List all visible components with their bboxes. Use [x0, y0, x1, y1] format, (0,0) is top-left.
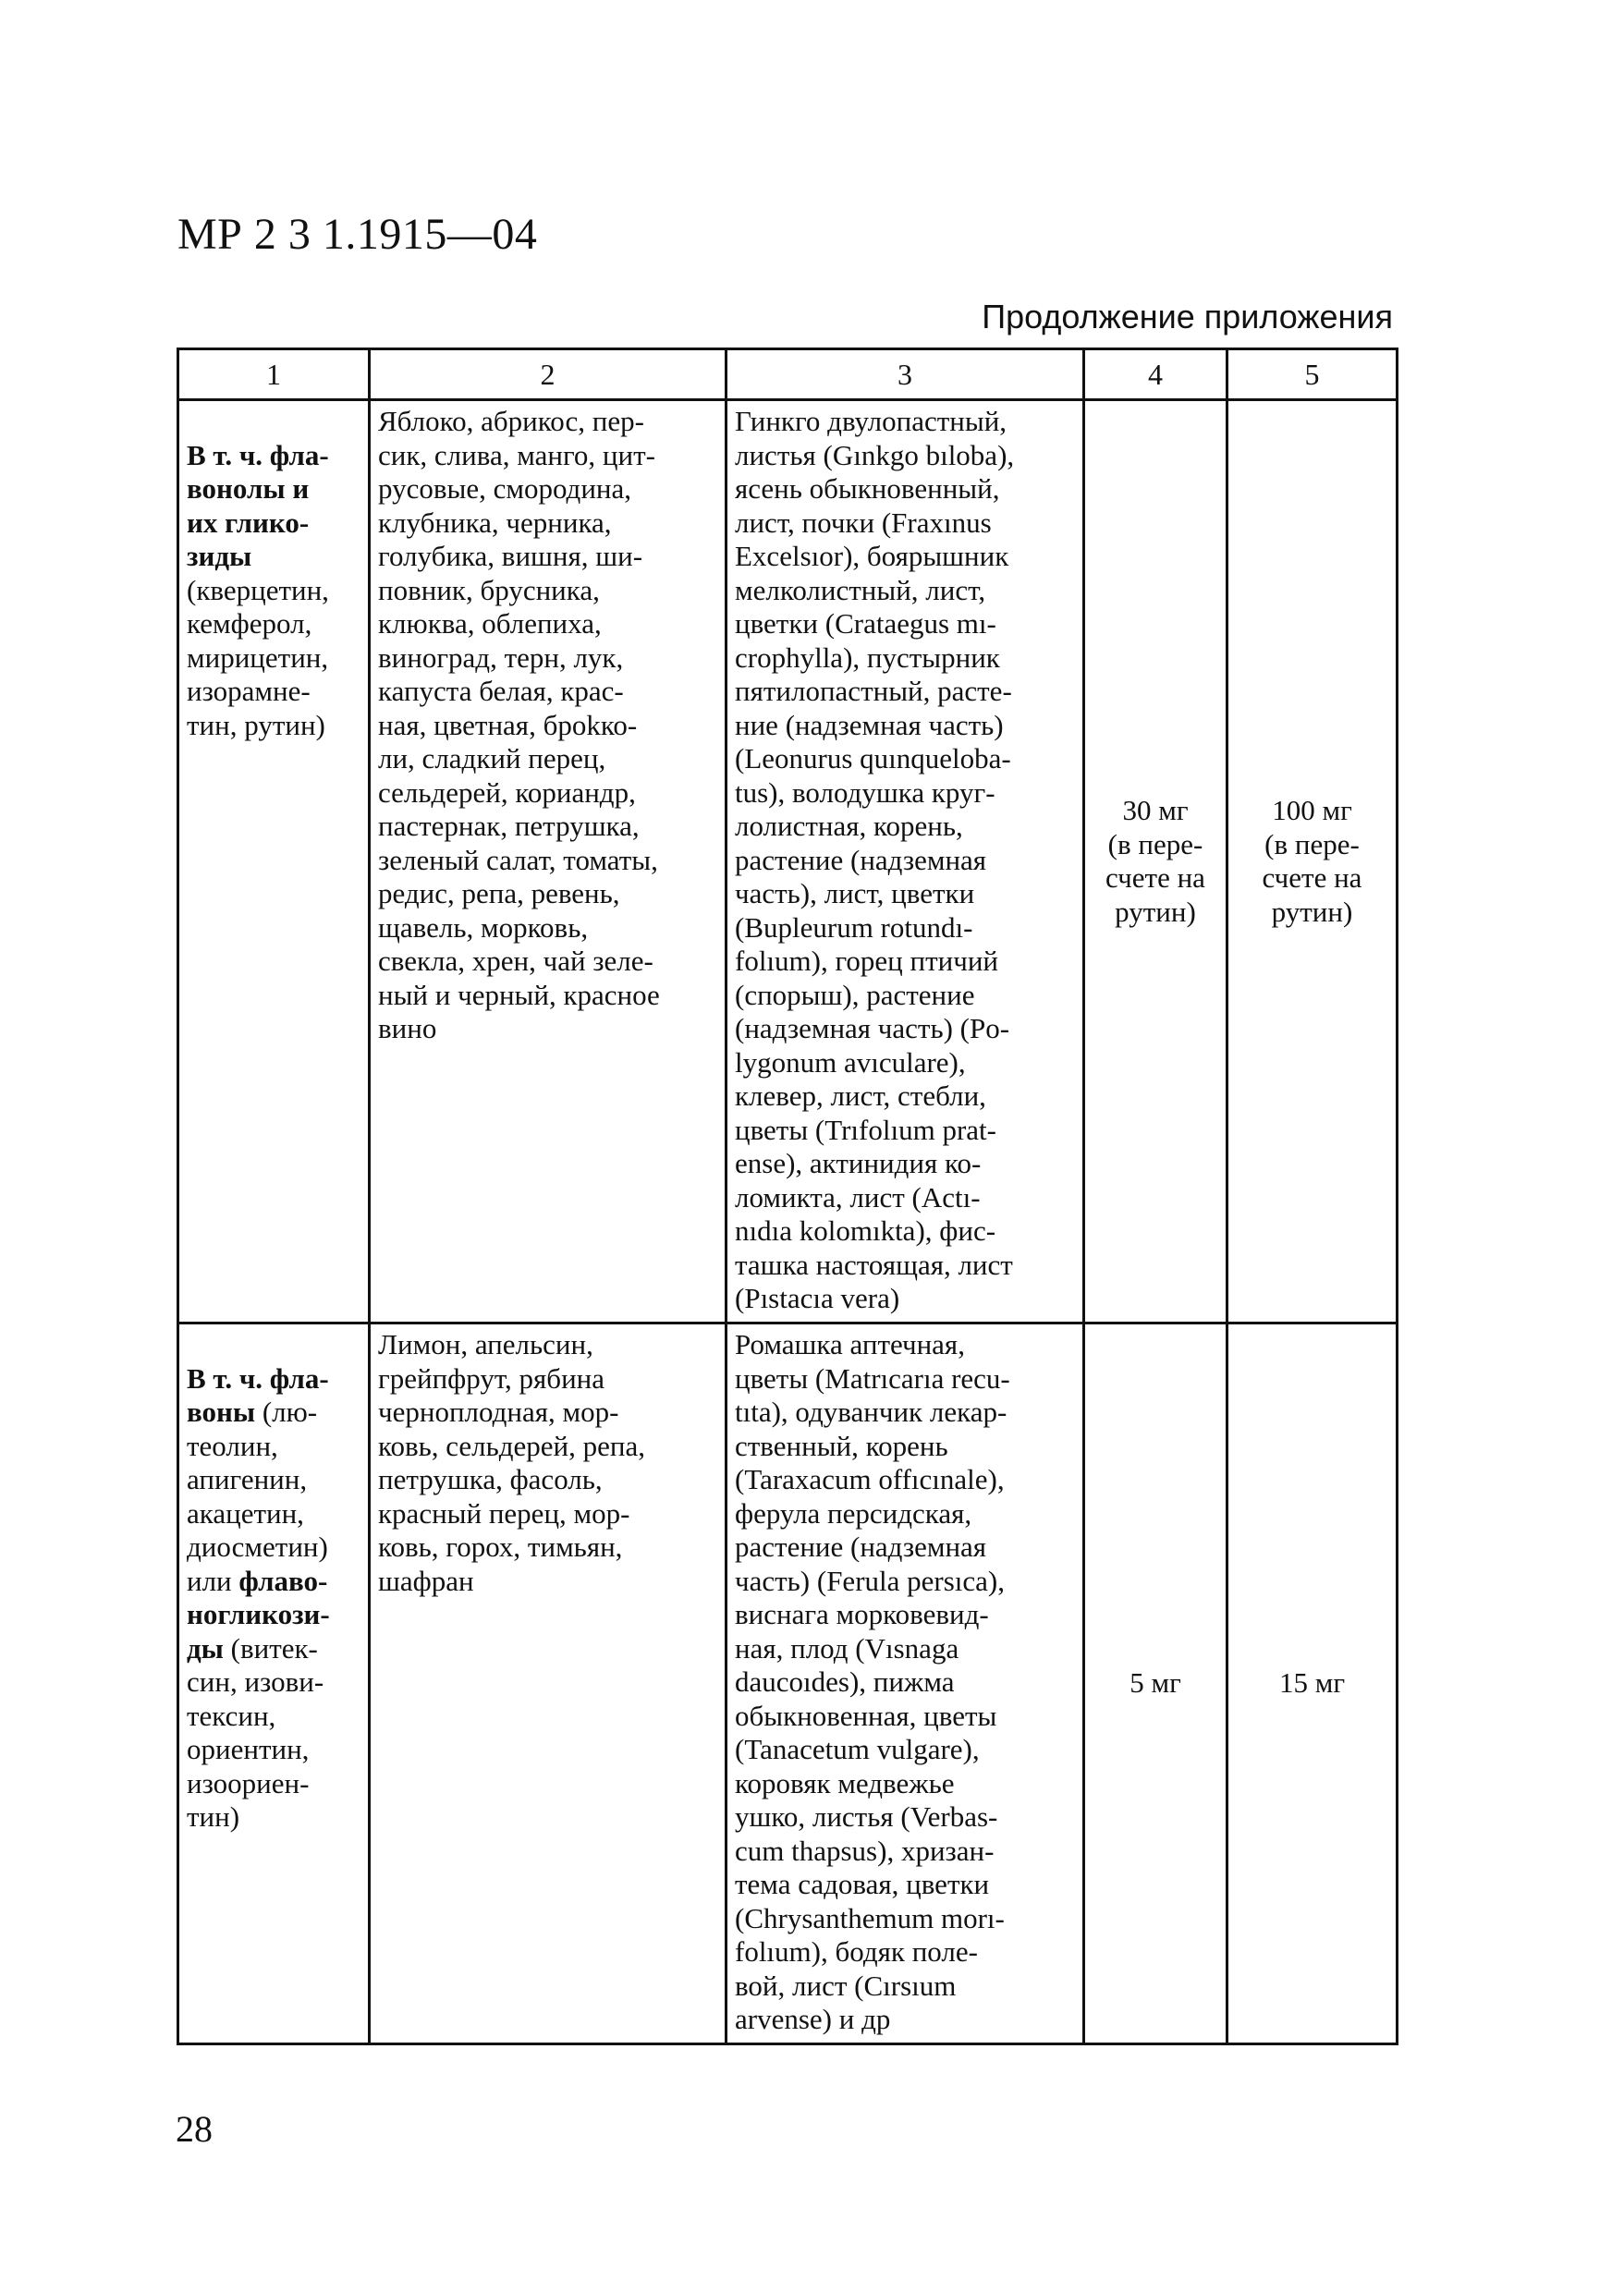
compound-group-members: (кверцетин, кемферол, мирицетин, изорамне- тин, рутин): [187, 573, 329, 741]
plant-sources-cell: Ромашка аптечная, цветы (Matrıcarıa recu- tıta), одуванчик лекар- ственный, корень (Taraxacum offıcınale), ферула персидская, растение (надземная часть) (Ferula persıca), виснага морковевид- ная, плод (Vısnaga daucoıdes), пижма обыкновенная, цветы (Tanacetum vulgare), коровяк медвежье ушко, листья (Verbas- cum thapsus), хризан- тема садовая, цветки (Chrysanthemum morı- folıum), бодяк поле- вой, лист (Cırsıum arvense) и др: [727, 1323, 1084, 2044]
column-header: 3: [727, 349, 1084, 400]
compound-subgroup-members: (витек- син, изови- тексин, ориентин, изоориен- тин): [187, 1631, 324, 1833]
document-code: МР 2 3 1.1915—04: [177, 210, 538, 259]
compound-group-cell: [178, 1323, 370, 2044]
food-sources-cell: Лимон, апельсин, грейпфрут, рябина черноплодная, мор- ковь, сельдерей, репа, петрушка, фасоль, красный перец, мор- ковь, горох, тимьян, шафран: [370, 1323, 727, 2044]
adequate-intake-cell: 30 мг (в пере- счете на рутин): [1084, 400, 1227, 1323]
table-header-row: [178, 349, 1398, 400]
compound-group-cell: [178, 400, 370, 1323]
column-header: 5: [1227, 349, 1398, 400]
column-header: 2: [370, 349, 727, 400]
appendix-table: [177, 348, 1398, 2045]
table-row: [178, 400, 1398, 1323]
column-header: 4: [1084, 349, 1227, 400]
compound-group-title: В т. ч. фла- воны: [187, 1361, 329, 1428]
table-row: [178, 1323, 1398, 2044]
compound-group-members: (лю- теолин, апигенин, акацетин, диосметин) или: [187, 1396, 328, 1597]
continuation-caption: Продолжение приложения: [982, 298, 1393, 335]
food-sources-cell: Яблоко, абрикос, пер- сик, слива, манго, цит- русовые, смородина, клубника, черника, голубика, вишня, ши- повник, брусника, клюква, облепиха, виноград, терн, лук, капуста белая, крас- ная, цветная, броkко- ли, сладкий перец, сельдерей, кориандр, пастернак, петрушка, зеленый салат, томаты, редис, репа, ревень, щавель, морковь, свекла, хрен, чай зеле- ный и черный, красное вино: [370, 400, 727, 1323]
compound-subgroup-title: флаво- ногликози- ды: [187, 1564, 330, 1665]
upper-intake-cell: 100 мг (в пере- счете на рутин): [1227, 400, 1398, 1323]
column-header: 1: [178, 349, 370, 400]
compound-group-title: В т. ч. фла- вонолы и их глико- зиды: [187, 438, 329, 572]
page-number: 28: [176, 2108, 213, 2150]
upper-intake-cell: 15 мг: [1227, 1323, 1398, 2044]
plant-sources-cell: Гинкго двулопастный, листья (Gınkgo bıloba), ясень обыкновенный, лист, почки (Fraxınus Excelsıor), боярышник мелколистный, лист, цветки (Crataegus mı- crophylla), пустырник пятилопастный, расте- ние (надземная часть) (Leonurus quınquelobа- tus), володушка круг- лолистная, корень, растение (надземная часть), лист, цветки (Bupleurum rotundı- folıum), горец птичий (спорыш), растение (надземная часть) (Po- lygonum avıculare), клевер, лист, стебли, цветы (Trıfolıum prat- ense), актинидия ко- ломикта, лист (Actı- nıdıa kolomıkta), фис- ташка настоящая, лист (Pıstacıa vera): [727, 400, 1084, 1323]
adequate-intake-cell: 5 мг: [1084, 1323, 1227, 2044]
